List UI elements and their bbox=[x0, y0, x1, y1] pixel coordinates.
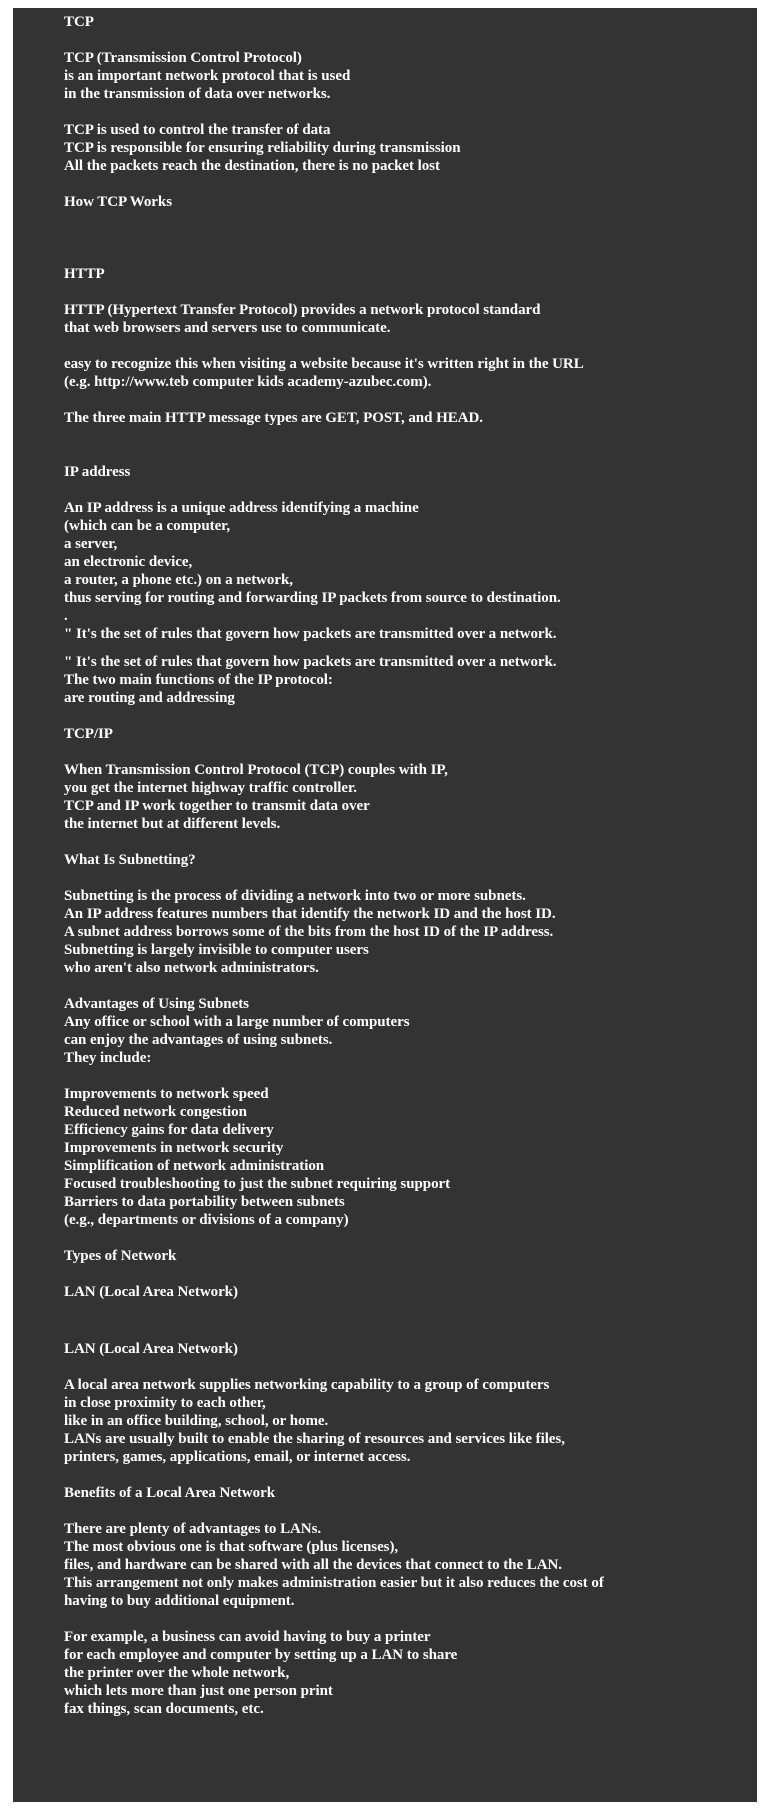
text-block bbox=[64, 13, 757, 643]
text-line: easy to recognize this when visiting a website because it's written right in the URL bbox=[64, 356, 584, 372]
text-block bbox=[64, 653, 757, 1337]
text-line: files, and hardware can be shared with all the devices that connect to the LAN. bbox=[64, 1557, 562, 1573]
blank-line bbox=[64, 391, 757, 409]
blank-line bbox=[64, 977, 757, 995]
text-line: Any office or school with a large number of computers bbox=[64, 1014, 410, 1030]
blank-line bbox=[64, 337, 757, 355]
blank-line bbox=[64, 1301, 757, 1319]
text-line: in close proximity to each other, bbox=[64, 1395, 266, 1411]
text-line: . bbox=[64, 608, 68, 624]
text-line: a server, bbox=[64, 536, 118, 552]
blank-line bbox=[64, 869, 757, 887]
text-line: Focused troubleshooting to just the subnet requiring support bbox=[64, 1176, 451, 1192]
text-line: Simplification of network administration bbox=[64, 1158, 325, 1174]
text-line: An IP address is a unique address identifying a machine bbox=[64, 500, 419, 516]
document-page bbox=[13, 8, 757, 1802]
text-line: (e.g., departments or divisions of a company) bbox=[64, 1212, 349, 1228]
blank-line bbox=[64, 1319, 757, 1337]
text-line: TCP is used to control the transfer of data bbox=[64, 122, 331, 138]
text-line: Efficiency gains for data delivery bbox=[64, 1122, 274, 1138]
text-line: An IP address features numbers that identify the network ID and the host ID. bbox=[64, 906, 556, 922]
text-line: Advantages of Using Subnets bbox=[64, 996, 249, 1012]
text-line: They include: bbox=[64, 1050, 152, 1066]
text-line: that web browsers and servers use to communicate. bbox=[64, 320, 391, 336]
text-line: TCP (Transmission Control Protocol) bbox=[64, 50, 302, 66]
text-line: " It's the set of rules that govern how packets are transmitted over a network. bbox=[64, 626, 557, 642]
text-line: TCP is responsible for ensuring reliability during transmission bbox=[64, 140, 461, 156]
text-line: the internet but at different levels. bbox=[64, 816, 281, 832]
blank-line bbox=[64, 427, 757, 445]
text-line: (e.g. http://www.teb computer kids academy-azubec.com). bbox=[64, 374, 432, 390]
text-line: a router, a phone etc.) on a network, bbox=[64, 572, 293, 588]
blank-line bbox=[64, 247, 757, 265]
blank-line bbox=[64, 229, 757, 247]
text-line: IP address bbox=[64, 464, 131, 480]
text-line: thus serving for routing and forwarding IP packets from source to destination. bbox=[64, 590, 561, 606]
text-line: A local area network supplies networking capability to a group of computers bbox=[64, 1377, 550, 1393]
text-line: The two main functions of the IP protocol: bbox=[64, 672, 333, 688]
text-line: for each employee and computer by setting up a LAN to share bbox=[64, 1647, 458, 1663]
text-line: are routing and addressing bbox=[64, 690, 235, 706]
text-line: There are plenty of advantages to LANs. bbox=[64, 1521, 322, 1537]
text-line: How TCP Works bbox=[64, 194, 172, 210]
text-line: in the transmission of data over networks. bbox=[64, 86, 331, 102]
text-line: having to buy additional equipment. bbox=[64, 1593, 295, 1609]
text-line: Subnetting is largely invisible to computer users bbox=[64, 942, 369, 958]
text-line: A subnet address borrows some of the bits from the host ID of the IP address. bbox=[64, 924, 554, 940]
text-line: who aren't also network administrators. bbox=[64, 960, 319, 976]
blank-line bbox=[64, 707, 757, 725]
text-line: Subnetting is the process of dividing a network into two or more subnets. bbox=[64, 888, 526, 904]
text-line: The three main HTTP message types are GET, POST, and HEAD. bbox=[64, 410, 483, 426]
text-line: printers, games, applications, email, or internet access. bbox=[64, 1449, 411, 1465]
blank-line bbox=[64, 445, 757, 463]
text-line: Improvements in network security bbox=[64, 1140, 284, 1156]
text-line: like in an office building, school, or home. bbox=[64, 1413, 329, 1429]
text-line: When Transmission Control Protocol (TCP) couples with IP, bbox=[64, 762, 448, 778]
text-line: Benefits of a Local Area Network bbox=[64, 1485, 276, 1501]
text-line: LAN (Local Area Network) bbox=[64, 1341, 238, 1357]
text-line: an electronic device, bbox=[64, 554, 193, 570]
text-line: fax things, scan documents, etc. bbox=[64, 1701, 264, 1717]
text-line: What Is Subnetting? bbox=[64, 852, 196, 868]
text-line: Types of Network bbox=[64, 1248, 177, 1264]
text-line: Barriers to data portability between subnets bbox=[64, 1194, 345, 1210]
text-line: All the packets reach the destination, there is no packet lost bbox=[64, 158, 440, 174]
document-body bbox=[64, 13, 757, 1718]
text-line: you get the internet highway traffic controller. bbox=[64, 780, 357, 796]
blank-line bbox=[64, 1229, 757, 1247]
blank-line bbox=[64, 1502, 757, 1520]
text-line: is an important network protocol that is used bbox=[64, 68, 351, 84]
text-line: HTTP (Hypertext Transfer Protocol) provides a network protocol standard bbox=[64, 302, 541, 318]
blank-line bbox=[64, 103, 757, 121]
blank-line bbox=[64, 175, 757, 193]
blank-line bbox=[64, 1466, 757, 1484]
blank-line bbox=[64, 833, 757, 851]
blank-line bbox=[64, 1067, 757, 1085]
text-line: For example, a business can avoid having to buy a printer bbox=[64, 1629, 431, 1645]
text-line: TCP bbox=[64, 14, 94, 30]
text-line: The most obvious one is that software (plus licenses), bbox=[64, 1539, 399, 1555]
text-line: HTTP bbox=[64, 266, 105, 282]
text-line: Reduced network congestion bbox=[64, 1104, 247, 1120]
text-line: " It's the set of rules that govern how packets are transmitted over a network. bbox=[64, 654, 557, 670]
blank-line bbox=[64, 283, 757, 301]
text-line: can enjoy the advantages of using subnets. bbox=[64, 1032, 333, 1048]
text-line: This arrangement not only makes administration easier but it also reduces the cost of bbox=[64, 1575, 604, 1591]
blank-line bbox=[64, 1610, 757, 1628]
text-line: TCP and IP work together to transmit data over bbox=[64, 798, 370, 814]
text-line: Improvements to network speed bbox=[64, 1086, 269, 1102]
text-line: which lets more than just one person print bbox=[64, 1683, 333, 1699]
text-line: LANs are usually built to enable the sharing of resources and services like files, bbox=[64, 1431, 565, 1447]
text-block bbox=[64, 1340, 757, 1718]
blank-line bbox=[64, 1265, 757, 1283]
blank-line bbox=[64, 743, 757, 761]
blank-line bbox=[64, 481, 757, 499]
text-line: the printer over the whole network, bbox=[64, 1665, 290, 1681]
text-line: LAN (Local Area Network) bbox=[64, 1284, 238, 1300]
text-line: TCP/IP bbox=[64, 726, 113, 742]
blank-line bbox=[64, 1358, 757, 1376]
text-line: (which can be a computer, bbox=[64, 518, 231, 534]
blank-line bbox=[64, 31, 757, 49]
blank-line bbox=[64, 211, 757, 229]
